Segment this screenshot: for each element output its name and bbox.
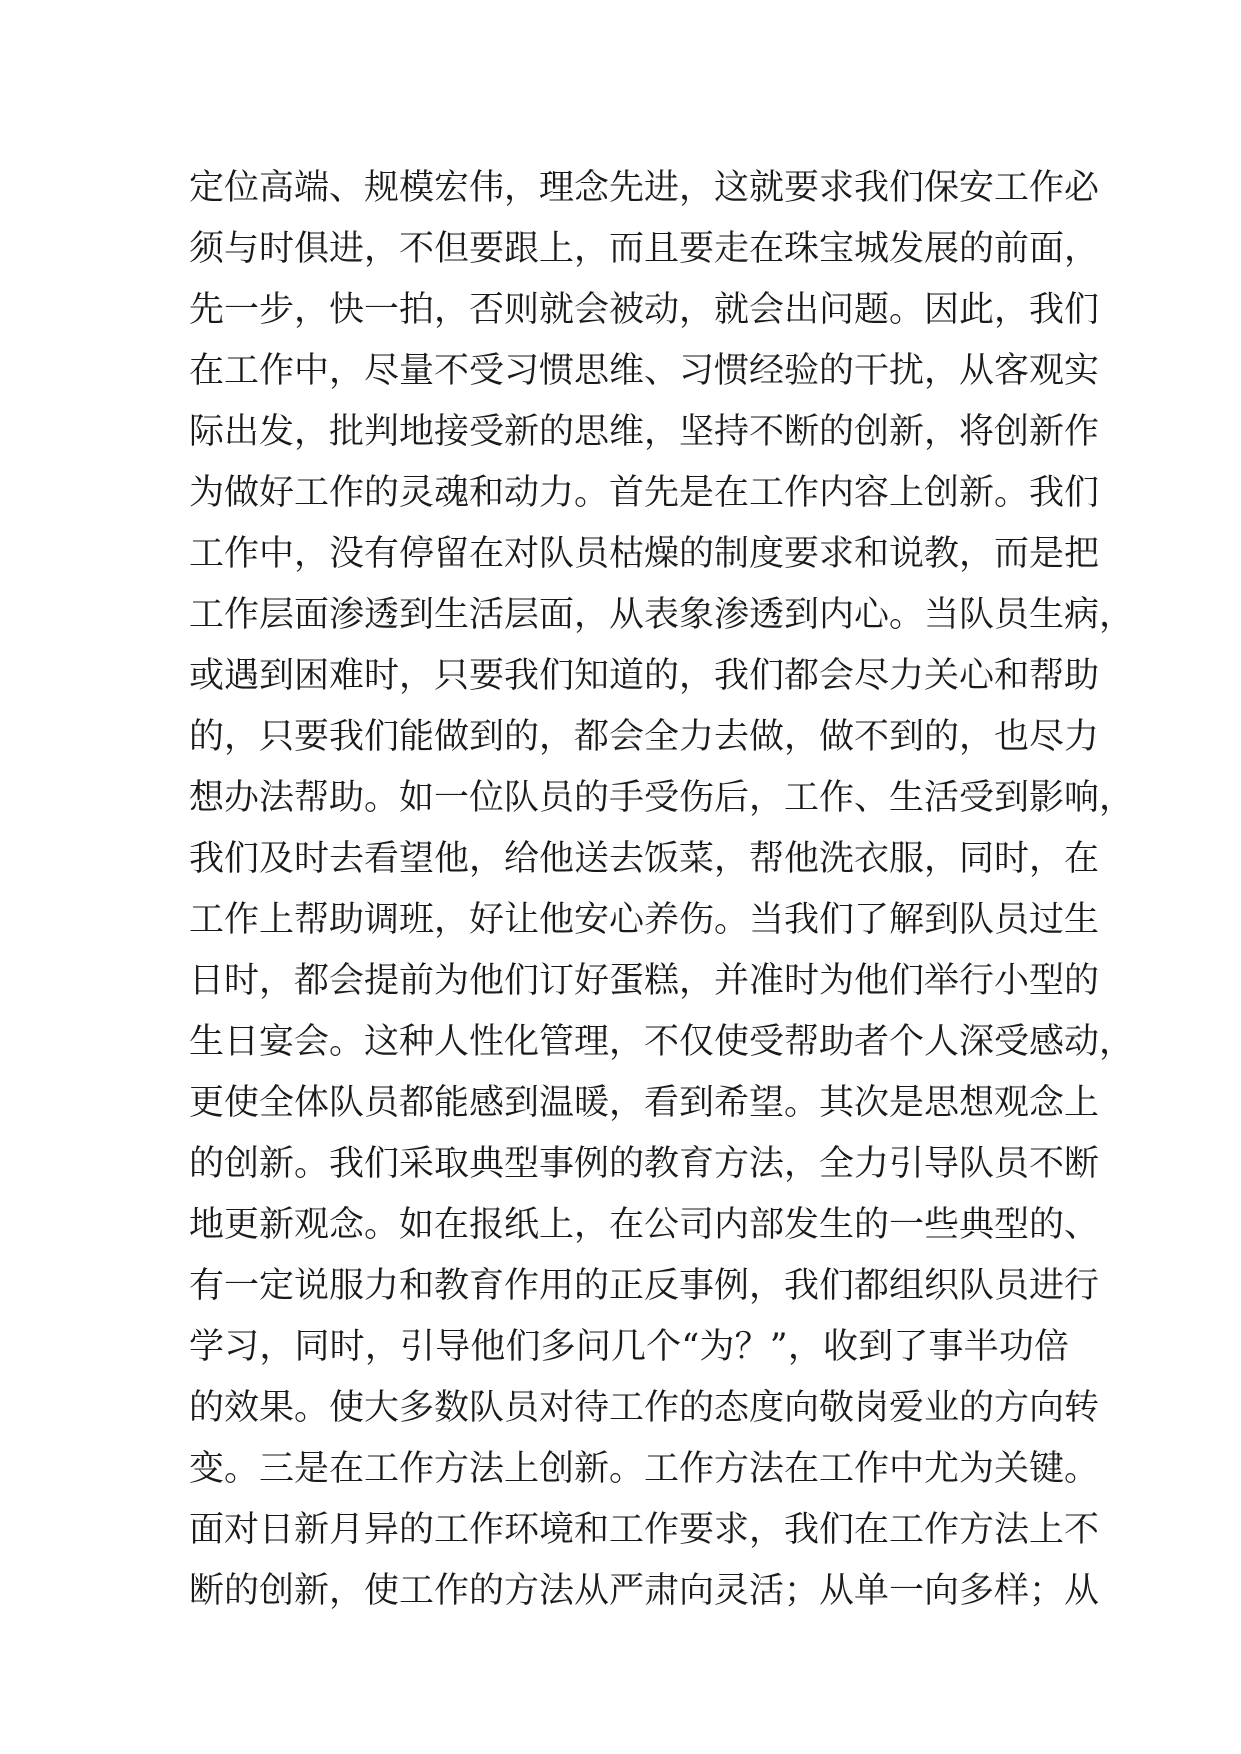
text-line: 须与时俱进，不但要跟上，而且要走在珠宝城发展的前面， (189, 229, 1100, 269)
text-line: 我们及时去看望他，给他送去饭菜，帮他洗衣服，同时，在 (189, 839, 1100, 879)
text-line: 工作中，没有停留在对队员枯燥的制度要求和说教，而是把 (189, 534, 1100, 574)
text-line: 工作层面渗透到生活层面，从表象渗透到内心。当队员生病， (189, 595, 1135, 635)
text-line: 变。三是在工作方法上创新。工作方法在工作中尤为关键。 (189, 1449, 1100, 1489)
text-line: 更使全体队员都能感到温暖，看到希望。其次是思想观念上 (189, 1083, 1100, 1123)
text-line: 或遇到困难时，只要我们知道的，我们都会尽力关心和帮助 (189, 656, 1100, 696)
text-line: 定位高端、规模宏伟，理念先进，这就要求我们保安工作必 (189, 168, 1100, 208)
text-line: 的创新。我们采取典型事例的教育方法，全力引导队员不断 (189, 1144, 1100, 1184)
text-line: 的，只要我们能做到的，都会全力去做，做不到的，也尽力 (189, 717, 1100, 757)
text-line: 想办法帮助。如一位队员的手受伤后，工作、生活受到影响， (189, 778, 1135, 818)
text-line: 生日宴会。这种人性化管理，不仅使受帮助者个人深受感动， (189, 1022, 1135, 1062)
body-text (189, 158, 1135, 1622)
text-line: 的效果。使大多数队员对待工作的态度向敬岗爱业的方向转 (189, 1388, 1100, 1428)
text-line: 断的创新，使工作的方法从严肃向灵活；从单一向多样；从 (189, 1571, 1100, 1611)
text-line: 有一定说服力和教育作用的正反事例，我们都组织队员进行 (189, 1266, 1100, 1306)
text-line: 地更新观念。如在报纸上，在公司内部发生的一些典型的、 (189, 1205, 1100, 1245)
text-line: 工作上帮助调班，好让他安心养伤。当我们了解到队员过生 (189, 900, 1100, 940)
text-line: 先一步，快一拍，否则就会被动，就会出问题。因此，我们 (189, 290, 1100, 330)
text-line: 日时，都会提前为他们订好蛋糕，并准时为他们举行小型的 (189, 961, 1100, 1001)
text-line: 为做好工作的灵魂和动力。首先是在工作内容上创新。我们 (189, 473, 1100, 513)
text-line: 在工作中，尽量不受习惯思维、习惯经验的干扰，从客观实 (189, 351, 1100, 391)
text-line: 面对日新月异的工作环境和工作要求，我们在工作方法上不 (189, 1510, 1100, 1550)
text-line: 际出发，批判地接受新的思维，坚持不断的创新，将创新作 (189, 412, 1100, 452)
text-line: 学习，同时，引导他们多问几个“为？”，收到了事半功倍 (189, 1327, 1069, 1367)
